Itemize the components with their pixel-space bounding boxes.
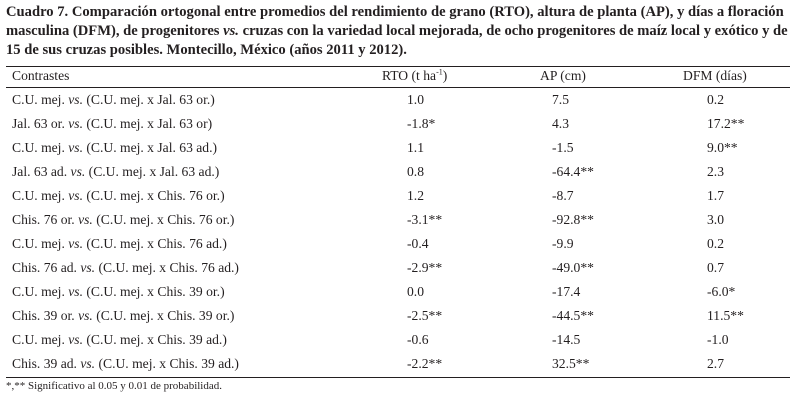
cell-contrast [12,352,239,376]
header-rto-text: RTO (t ha [382,68,437,83]
cell-dfm: -1.0 [707,332,729,347]
contrast-vs: vs. [68,332,83,347]
contrast-vs: vs. [68,188,83,203]
table-row [0,304,798,328]
header-rto [382,65,447,87]
contrast-b: (C.U. mej. x Chis. 76 or.) [83,188,225,203]
cell-contrast [12,160,219,184]
cell-rto: 1.1 [407,140,424,155]
contrast-vs: vs. [70,164,86,179]
table-caption [6,3,792,60]
header-rto-exponent: -1 [436,67,443,77]
cell-rto: 1.0 [407,92,424,107]
contrast-b: (C.U. mej. x Jal. 63 or.) [83,92,215,107]
cell-dfm: 0.2 [707,236,724,251]
cell-dfm: 17.2** [707,116,745,131]
cell-rto: 0.0 [407,284,424,299]
cell-contrast [12,184,225,208]
cell-contrast [12,280,225,304]
table-row [0,328,798,352]
table-row [0,184,798,208]
contrast-b: (C.U. mej. x Jal. 63 ad.) [83,140,218,155]
cell-ap: -49.0** [552,260,594,275]
table-header-row [0,65,798,87]
contrast-vs: vs. [80,356,96,371]
cell-dfm: 2.3 [707,164,724,179]
table-row [0,136,798,160]
cell-contrast [12,112,212,136]
contrast-a: C.U. mej. [12,140,69,155]
cell-ap: -44.5** [552,308,594,323]
cell-rto: -3.1** [407,212,443,227]
contrast-vs: vs. [68,92,83,107]
cell-ap: 7.5 [552,92,569,107]
table-row [0,160,798,184]
cell-dfm: 11.5** [707,308,744,323]
contrast-a: Chis. 76 or. [12,212,79,227]
table-bottom-rule [6,377,790,378]
contrast-a: Jal. 63 or. [12,116,69,131]
cell-rto: -2.5** [407,308,443,323]
cell-rto: 1.2 [407,188,424,203]
table-row [0,256,798,280]
contrast-a: Chis. 76 ad. [12,260,81,275]
contrast-a: Jal. 63 ad. [12,164,71,179]
cell-rto: -0.6 [407,332,429,347]
cell-ap: -64.4** [552,164,594,179]
cell-ap: 4.3 [552,116,569,131]
cell-rto: 0.8 [407,164,424,179]
cell-rto: -1.8* [407,116,436,131]
cell-contrast [12,304,234,328]
header-contrastes: Contrastes [12,68,70,83]
cell-dfm: 1.7 [707,188,724,203]
cell-rto: -0.4 [407,236,429,251]
cell-contrast [12,232,227,256]
table-row [0,112,798,136]
contrast-b: (C.U. mej. x Chis. 76 ad.) [83,236,227,251]
cell-ap: -17.4 [552,284,581,299]
contrast-vs: vs. [68,236,83,251]
contrast-a: C.U. mej. [12,188,69,203]
cell-dfm: 0.7 [707,260,724,275]
contrast-vs: vs. [68,116,83,131]
cell-rto: -2.9** [407,260,443,275]
contrast-a: C.U. mej. [12,236,69,251]
contrast-b: (C.U. mej. x Chis. 76 ad.) [95,260,239,275]
caption-text-2: cruzas con la variedad local mejorada, de ocho progenitores de maíz local y exótico y de 15 de sus cruzas posibles. Montecillo, México (años 2011 y 2012). [6,23,788,58]
contrast-b: (C.U. mej. x Chis. 39 ad.) [83,332,227,347]
cell-dfm: 9.0** [707,140,738,155]
cell-contrast [12,136,217,160]
contrast-b: (C.U. mej. x Jal. 63 ad.) [85,164,220,179]
contrast-a: C.U. mej. [12,332,69,347]
contrast-a: C.U. mej. [12,284,69,299]
cell-ap: 32.5** [552,356,590,371]
cell-contrast [12,256,239,280]
header-dfm: DFM (días) [683,68,747,83]
cell-contrast [12,328,227,352]
contrast-vs: vs. [68,140,83,155]
contrast-vs: vs. [80,260,96,275]
table-row [0,232,798,256]
cell-ap: -8.7 [552,188,574,203]
contrast-a: C.U. mej. [12,92,69,107]
contrast-vs: vs. [68,284,83,299]
contrast-b: (C.U. mej. x Chis. 39 or.) [83,284,225,299]
contrast-b: (C.U. mej. x Chis. 39 ad.) [95,356,239,371]
cell-ap: -9.9 [552,236,574,251]
cell-contrast [12,208,234,232]
table-row [0,88,798,112]
contrast-a: Chis. 39 ad. [12,356,81,371]
caption-text-1: Comparación ortogonal entre promedios del rendimiento de grano (RTO), altura de planta (AP), y días a floración masculina (DFM), de progenitores [6,4,784,39]
table-row [0,352,798,376]
caption-vs: vs. [223,23,239,39]
cell-rto: -2.2** [407,356,443,371]
table-row [0,280,798,304]
contrast-b: (C.U. mej. x Chis. 76 or.) [92,212,235,227]
cell-contrast [12,88,215,112]
contrast-vs: vs. [78,212,93,227]
caption-label: Cuadro 7. [6,4,69,20]
cell-ap: -14.5 [552,332,581,347]
table-row [0,208,798,232]
table-footnote: *,** Significativo al 0.05 y 0.01 de probabilidad. [6,380,222,392]
contrast-b: (C.U. mej. x Chis. 39 or.) [92,308,235,323]
contrast-b: (C.U. mej. x Jal. 63 or) [83,116,213,131]
cell-dfm: -6.0* [707,284,736,299]
header-rto-close: ) [442,68,448,83]
contrast-a: Chis. 39 or. [12,308,79,323]
contrast-vs: vs. [78,308,93,323]
cell-dfm: 3.0 [707,212,724,227]
cell-dfm: 2.7 [707,356,724,371]
cell-ap: -92.8** [552,212,594,227]
cell-dfm: 0.2 [707,92,724,107]
header-ap: AP (cm) [540,68,586,83]
cell-ap: -1.5 [552,140,574,155]
